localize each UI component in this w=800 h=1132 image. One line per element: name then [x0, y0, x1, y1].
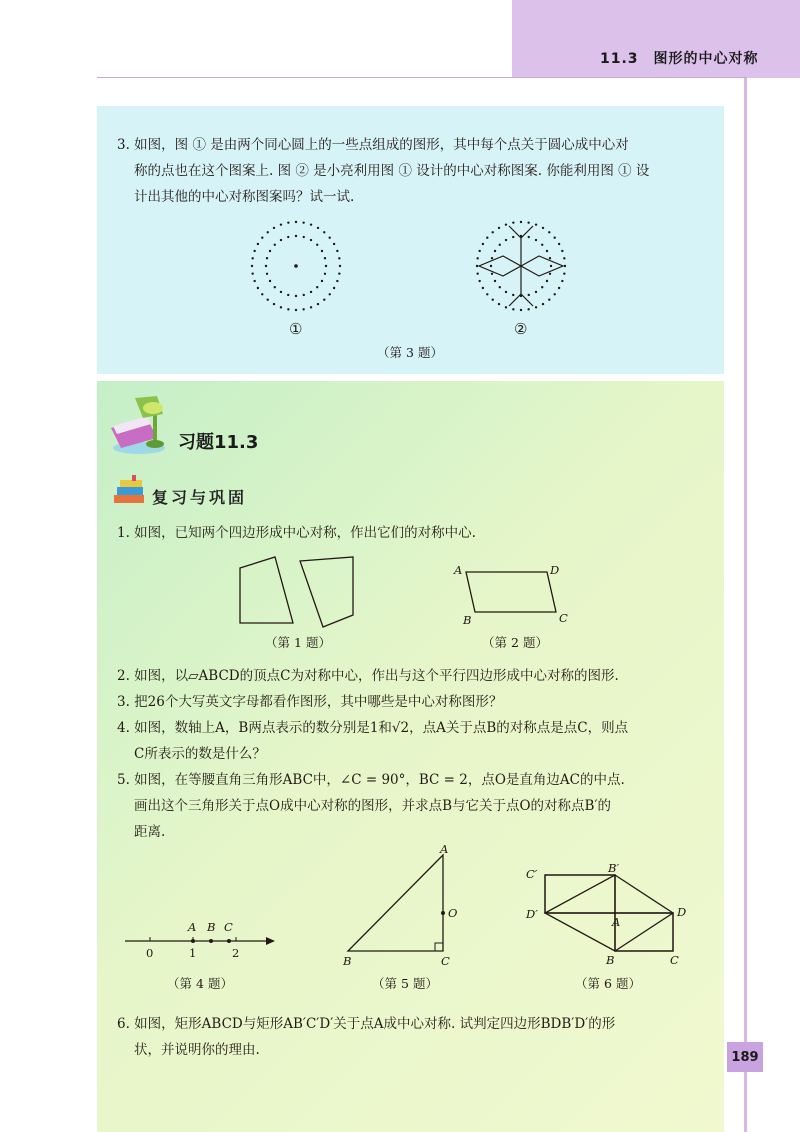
pattern-dot	[505, 223, 507, 225]
q1-text: 1. 如图，已知两个四边形成中心对称，作出它们的对称中心.	[117, 525, 476, 541]
pattern-dot	[302, 221, 304, 223]
pattern-dot	[336, 280, 338, 282]
stacked-books-icon	[110, 475, 150, 507]
q4-label-b: B	[207, 920, 216, 934]
pattern-dot	[492, 231, 494, 233]
pattern-dot	[310, 306, 312, 308]
q2-label-d: D	[550, 563, 560, 577]
pattern-dot	[554, 293, 556, 295]
q5-label-c: C	[441, 954, 450, 968]
pattern-dot	[491, 257, 493, 259]
pattern-dot	[266, 257, 268, 259]
pattern-dot	[505, 239, 507, 241]
pattern-dot	[303, 236, 305, 238]
pattern-dot	[251, 265, 253, 267]
pattern-dot	[295, 309, 297, 311]
pattern-dot	[520, 221, 522, 223]
pattern-dot	[333, 243, 335, 245]
pattern-dot	[325, 265, 327, 267]
pattern-dot	[273, 303, 275, 305]
pattern-dot	[527, 308, 529, 310]
pattern-dot	[302, 308, 304, 310]
pattern-dot	[316, 244, 318, 246]
pattern-dot	[333, 287, 335, 289]
pattern-dot	[274, 244, 276, 246]
q4-tick-2: 2	[232, 946, 240, 960]
pattern-dot	[528, 236, 530, 238]
pattern-dot	[549, 273, 551, 275]
figure-symmetric-pattern	[471, 216, 571, 316]
q5-caption: （第 5 题）	[372, 976, 438, 991]
q2-label-c: C	[559, 611, 568, 625]
pattern-dot	[323, 299, 325, 301]
pattern-dot	[499, 286, 501, 288]
q4-line2: C所表示的数是什么？	[134, 746, 266, 762]
problem3-line3: 计出其他的中心对称图案吗？试一试.	[134, 189, 355, 205]
pattern-dot	[329, 237, 331, 239]
pattern-dot	[478, 280, 480, 282]
page-number: 189	[727, 1042, 763, 1072]
header-rule	[97, 77, 747, 78]
problem3-line1: 3. 如图，图 ① 是由两个同心圆上的一些点组成的图形，其中每个点关于圆心成中心对	[117, 137, 629, 153]
pattern-dot	[563, 257, 565, 259]
pattern-dot	[295, 235, 297, 237]
pattern-dot	[280, 306, 282, 308]
pattern-dot	[541, 286, 543, 288]
pattern-dot	[482, 287, 484, 289]
pattern-dot	[310, 223, 312, 225]
problem3-caption: （第 3 题）	[377, 345, 443, 360]
q6-rectangles	[520, 860, 700, 970]
pattern-dot	[287, 236, 289, 238]
q4-label-a: A	[188, 920, 197, 934]
q5-line3: 距离.	[134, 824, 166, 840]
q4-caption: （第 4 题）	[167, 976, 233, 991]
side-rule	[744, 78, 747, 1132]
pattern-dot	[478, 250, 480, 252]
q6-line2: 状，并说明你的理由.	[134, 1042, 260, 1058]
pattern-dot	[528, 294, 530, 296]
pattern-dot	[295, 295, 297, 297]
pattern-dot	[535, 239, 537, 241]
pattern-dot	[494, 280, 496, 282]
q2-label-a: A	[454, 563, 463, 577]
pattern-dot	[535, 291, 537, 293]
pattern-dot	[546, 280, 548, 282]
pattern-dot	[295, 221, 297, 223]
q6-label-b1: B′	[608, 861, 620, 875]
pattern-dot	[257, 287, 259, 289]
pattern-dot	[548, 299, 550, 301]
pattern-dot	[542, 227, 544, 229]
pattern-dot	[274, 286, 276, 288]
q2-text: 2. 如图，以▱ABCD的顶点C为对称中心，作出与这个平行四边形成中心对称的图形.	[117, 668, 619, 684]
pattern-dot	[486, 237, 488, 239]
center-dot	[294, 264, 298, 268]
pattern-dot	[520, 295, 522, 297]
pattern-dot	[512, 236, 514, 238]
q2-label-b: B	[463, 613, 472, 627]
pattern-dot	[520, 235, 522, 237]
pattern-dot	[476, 257, 478, 259]
pattern-dot	[554, 237, 556, 239]
pattern-dot	[310, 291, 312, 293]
problem3-line2: 称的点也在这个图案上. 图 ② 是小亮利用图 ① 设计的中心对称图案. 你能利用图 ① 设	[134, 163, 650, 179]
pattern-dot	[287, 294, 289, 296]
pattern-dot	[280, 291, 282, 293]
q6-label-a: A	[612, 915, 621, 929]
pattern-dot	[476, 265, 478, 267]
pattern-dot	[321, 250, 323, 252]
q5-line1: 5. 如图，在等腰直角三角形ABC中，∠C = 90°，BC = 2，点O是直角边AC的中点.	[117, 772, 625, 788]
q5-label-o: O	[448, 906, 458, 920]
pattern-dot	[561, 280, 563, 282]
desk-lamp-book-icon	[105, 394, 175, 456]
pattern-dot	[280, 239, 282, 241]
pattern-dot	[267, 299, 269, 301]
pattern-dot	[339, 265, 341, 267]
pattern-dot	[273, 227, 275, 229]
pattern-dot	[520, 309, 522, 311]
pattern-dot	[491, 273, 493, 275]
pattern-dot	[261, 237, 263, 239]
q6-line1: 6. 如图，矩形ABCD与矩形AB′C′D′关于点A成中心对称. 试判定四边形BDB′D′的形	[117, 1016, 616, 1032]
pattern-dot	[303, 294, 305, 296]
pattern-dot	[321, 280, 323, 282]
q6-label-b: B	[606, 953, 615, 967]
pattern-dot	[550, 265, 552, 267]
pattern-dot	[253, 250, 255, 252]
pattern-dot	[494, 250, 496, 252]
pattern-dot	[251, 257, 253, 259]
pattern-dot	[498, 227, 500, 229]
figure2-label: ②	[514, 320, 528, 338]
pattern-dot	[505, 291, 507, 293]
pattern-dot	[482, 243, 484, 245]
q6-label-d: D	[677, 905, 687, 919]
pattern-dot	[558, 243, 560, 245]
pattern-dot	[512, 294, 514, 296]
q1-quadrilaterals	[235, 553, 360, 628]
q4-line1: 4. 如图，数轴上A，B两点表示的数分别是1和√2，点A关于点B的对称点是点C，则点	[117, 720, 629, 736]
pattern-dot	[564, 265, 566, 267]
pattern-dot	[269, 250, 271, 252]
pattern-dot	[563, 272, 565, 274]
header-title: 11.3 图形的中心对称	[600, 51, 759, 67]
pattern-dot	[338, 257, 340, 259]
q6-label-c1: C′	[526, 867, 538, 881]
q6-label-d1: D′	[526, 907, 538, 921]
pattern-dot	[486, 293, 488, 295]
pattern-dot	[265, 265, 267, 267]
q5-line2: 画出这个三角形关于点O成中心对称的图形，并求点B与它关于点O的对称点B′的	[134, 798, 612, 814]
exercise-title: 习题11.3	[178, 432, 259, 453]
pattern-dot	[269, 280, 271, 282]
pattern-dot	[287, 308, 289, 310]
q5-label-a: A	[440, 845, 449, 856]
figure-concentric-dots	[246, 216, 346, 316]
pattern-dot	[336, 250, 338, 252]
q3-text: 3. 把26个大写英文字母都看作图形，其中哪些是中心对称图形？	[117, 694, 503, 710]
pattern-dot	[548, 231, 550, 233]
pattern-dot	[280, 223, 282, 225]
pattern-dot	[546, 250, 548, 252]
pattern-dot	[561, 250, 563, 252]
pattern-dot	[267, 231, 269, 233]
pattern-dot	[541, 244, 543, 246]
section-title: 复习与巩固	[152, 488, 248, 507]
pattern-dot	[287, 221, 289, 223]
pattern-dot	[317, 303, 319, 305]
q5-triangle	[335, 845, 465, 970]
pattern-dot	[253, 280, 255, 282]
q2-caption: （第 2 题）	[482, 635, 548, 650]
pattern-dot	[317, 227, 319, 229]
figure1-label: ①	[289, 320, 303, 338]
pattern-dot	[338, 272, 340, 274]
pattern-dot	[257, 243, 259, 245]
pattern-dot	[261, 293, 263, 295]
pattern-dot	[498, 303, 500, 305]
q6-label-c: C	[670, 953, 679, 967]
q4-tick-1: 1	[189, 946, 197, 960]
pattern-dot	[492, 299, 494, 301]
q5-label-b: B	[343, 954, 352, 968]
q4-number-line	[120, 915, 280, 960]
pattern-dot	[316, 286, 318, 288]
pattern-dot	[535, 223, 537, 225]
pattern-dot	[512, 308, 514, 310]
pattern-dot	[329, 293, 331, 295]
pattern-dot	[505, 306, 507, 308]
pattern-dot	[476, 272, 478, 274]
pattern-dot	[251, 272, 253, 274]
q4-label-c: C	[224, 920, 233, 934]
pattern-dot	[558, 287, 560, 289]
pattern-dot	[549, 257, 551, 259]
pattern-dot	[499, 244, 501, 246]
pattern-dot	[512, 221, 514, 223]
pattern-dot	[323, 231, 325, 233]
pattern-dot	[310, 239, 312, 241]
pattern-dot	[527, 221, 529, 223]
q2-parallelogram	[450, 560, 580, 630]
pattern-dot	[266, 273, 268, 275]
pattern-dot	[542, 303, 544, 305]
q1-caption: （第 1 题）	[265, 635, 331, 650]
pattern-dot	[490, 265, 492, 267]
pattern-dot	[324, 257, 326, 259]
pattern-dot	[535, 306, 537, 308]
pattern-dot	[324, 273, 326, 275]
q6-caption: （第 6 题）	[575, 976, 641, 991]
q4-tick-0: 0	[146, 946, 154, 960]
